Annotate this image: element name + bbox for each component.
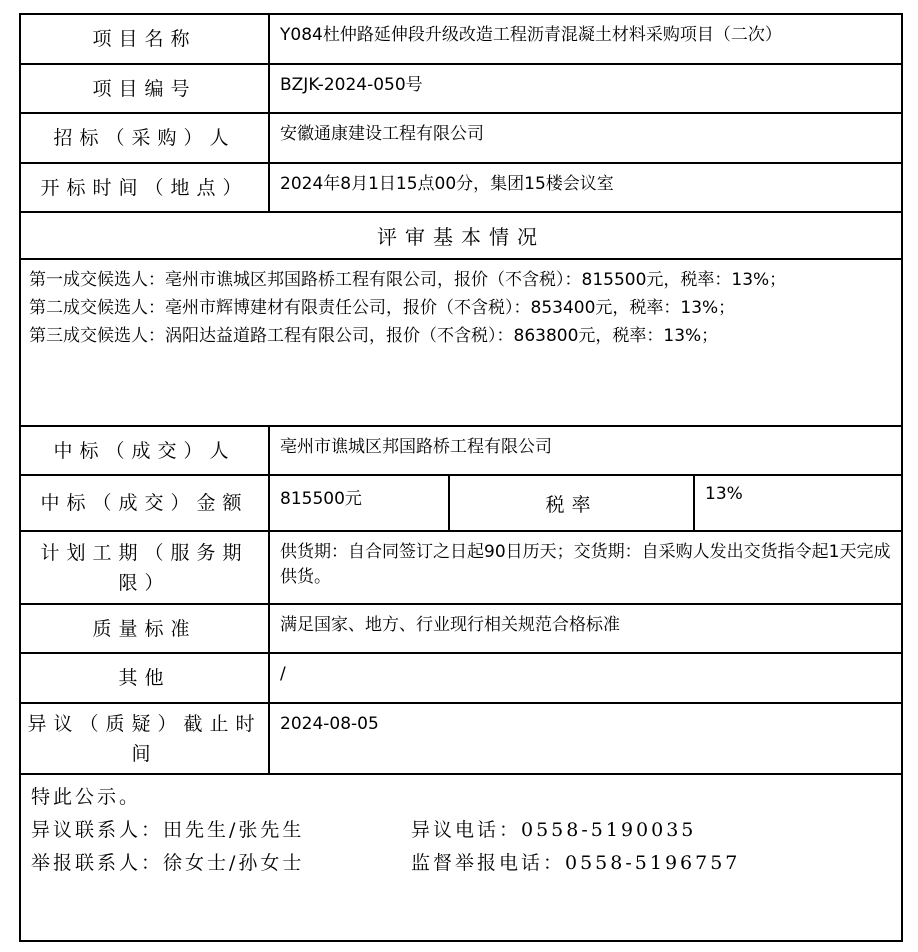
tax-rate-label: 税率 (450, 476, 695, 530)
report-phone: 监督举报电话：0558-5196757 (411, 852, 741, 874)
row-bid-opening (21, 164, 901, 213)
objection-contact: 异议联系人：田先生/张先生 (31, 819, 305, 841)
schedule-value: 供货期：自合同签订之日起90日历天；交货期：自采购人发出交货指令起1天完成供货。 (280, 542, 891, 587)
candidate-line-1: 第一成交候选人：亳州市谯城区邦国路桥工程有限公司，报价（不含税）：815500元，税率：13%； (29, 270, 787, 290)
tax-rate-value: 13% (705, 484, 743, 504)
row-project-name (21, 15, 901, 65)
row-other (21, 654, 901, 704)
candidate-line-3: 第三成交候选人：涡阳达益道路工程有限公司，报价（不含税）：863800元，税率：13%； (29, 326, 719, 346)
row-quality (21, 605, 901, 654)
objection-deadline-label: 异议（质疑）截止时间 (21, 704, 270, 773)
bid-opening-value: 2024年8月1日15点00分，集团15楼会议室 (280, 174, 614, 194)
project-name-value: Y084杜仲路延伸段升级改造工程沥青混凝土材料采购项目（二次） (280, 25, 782, 45)
footer-objection-contact-line (31, 814, 891, 847)
schedule-label: 计划工期（服务期限） (21, 532, 270, 603)
row-review-header (21, 213, 901, 260)
quality-label: 质量标准 (21, 605, 270, 652)
project-name-label: 项目名称 (21, 15, 270, 63)
row-candidates (21, 260, 901, 427)
row-schedule (21, 532, 901, 605)
footer-report-contact-line (31, 847, 891, 880)
footer-notice: 特此公示。 (31, 786, 142, 808)
amount-label: 中标（成交）金额 (21, 476, 270, 530)
purchaser-label: 招标（采购）人 (21, 114, 270, 162)
row-amount (21, 476, 901, 532)
report-contact: 举报联系人：徐女士/孙女士 (31, 852, 305, 874)
other-value: / (280, 664, 286, 684)
review-header-title: 评审基本情况 (377, 225, 545, 249)
row-project-number (21, 65, 901, 114)
objection-deadline-value: 2024-08-05 (280, 714, 379, 734)
winner-label: 中标（成交）人 (21, 427, 270, 474)
project-number-label: 项目编号 (21, 65, 270, 112)
row-winner (21, 427, 901, 476)
amount-value: 815500元 (270, 476, 450, 530)
candidate-line-2: 第二成交候选人：亳州市辉博建材有限责任公司，报价（不含税）：853400元，税率：13%； (29, 298, 736, 318)
project-number-value: BZJK-2024-050号 (280, 75, 423, 95)
row-objection-deadline (21, 704, 901, 775)
purchaser-value: 安徽通康建设工程有限公司 (280, 124, 484, 144)
bid-result-table (19, 13, 903, 942)
quality-value: 满足国家、地方、行业现行相关规范合格标准 (280, 615, 620, 635)
bid-opening-label: 开标时间（地点） (21, 164, 270, 211)
other-label: 其他 (21, 654, 270, 702)
row-purchaser (21, 114, 901, 164)
winner-value: 亳州市谯城区邦国路桥工程有限公司 (280, 437, 552, 457)
footer-section (21, 775, 901, 940)
objection-phone: 异议电话：0558-5190035 (411, 819, 697, 841)
candidates-list (21, 260, 901, 425)
